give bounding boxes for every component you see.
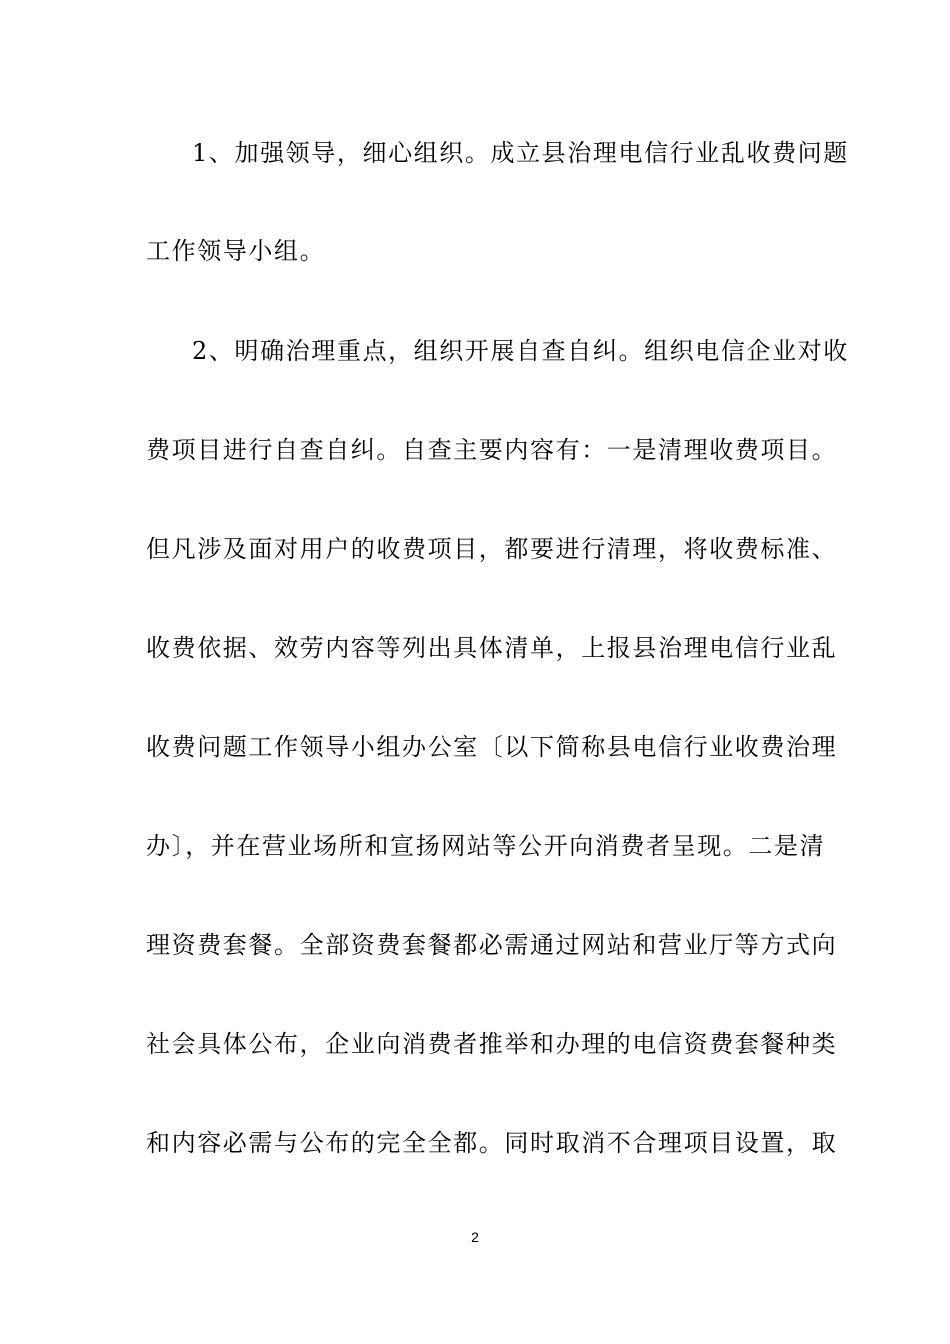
paragraph-2-line-9: 和内容必需与公布的完全全都。同时取消不合理项目设置，取 xyxy=(146,1129,838,1157)
page-number: 2 xyxy=(471,1229,479,1245)
paragraph-2-line-6: 办〕，并在营业场所和宣扬网站等公开向消费者呈现。二是清 xyxy=(146,832,826,860)
paragraph-2-line-5: 收费问题工作领导小组办公室〔以下简称县电信行业收费治理 xyxy=(146,733,838,761)
paragraph-2-line-1: 2、明确治理重点，组织开展自查自纠。组织电信企业对收 xyxy=(192,337,849,365)
paragraph-2-line-8: 社会具体公布，企业向消费者推举和办理的电信资费套餐种类 xyxy=(146,1030,838,1058)
paragraph-2-line-2: 费项目进行自查自纠。自查主要内容有：一是清理收费项目。 xyxy=(146,436,838,464)
paragraph-2-line-3: 但凡涉及面对用户的收费项目，都要进行清理，将收费标准、 xyxy=(146,535,838,563)
paragraph-2-line-4: 收费依据、效劳内容等列出具体清单，上报县治理电信行业乱 xyxy=(146,634,838,662)
paragraph-2-line-7: 理资费套餐。全部资费套餐都必需通过网站和营业厅等方式向 xyxy=(146,931,838,959)
paragraph-1-line-2: 工作领导小组。 xyxy=(146,237,326,265)
paragraph-1-line-1: 1、加强领导，细心组织。成立县治理电信行业乱收费问题 xyxy=(192,139,849,167)
